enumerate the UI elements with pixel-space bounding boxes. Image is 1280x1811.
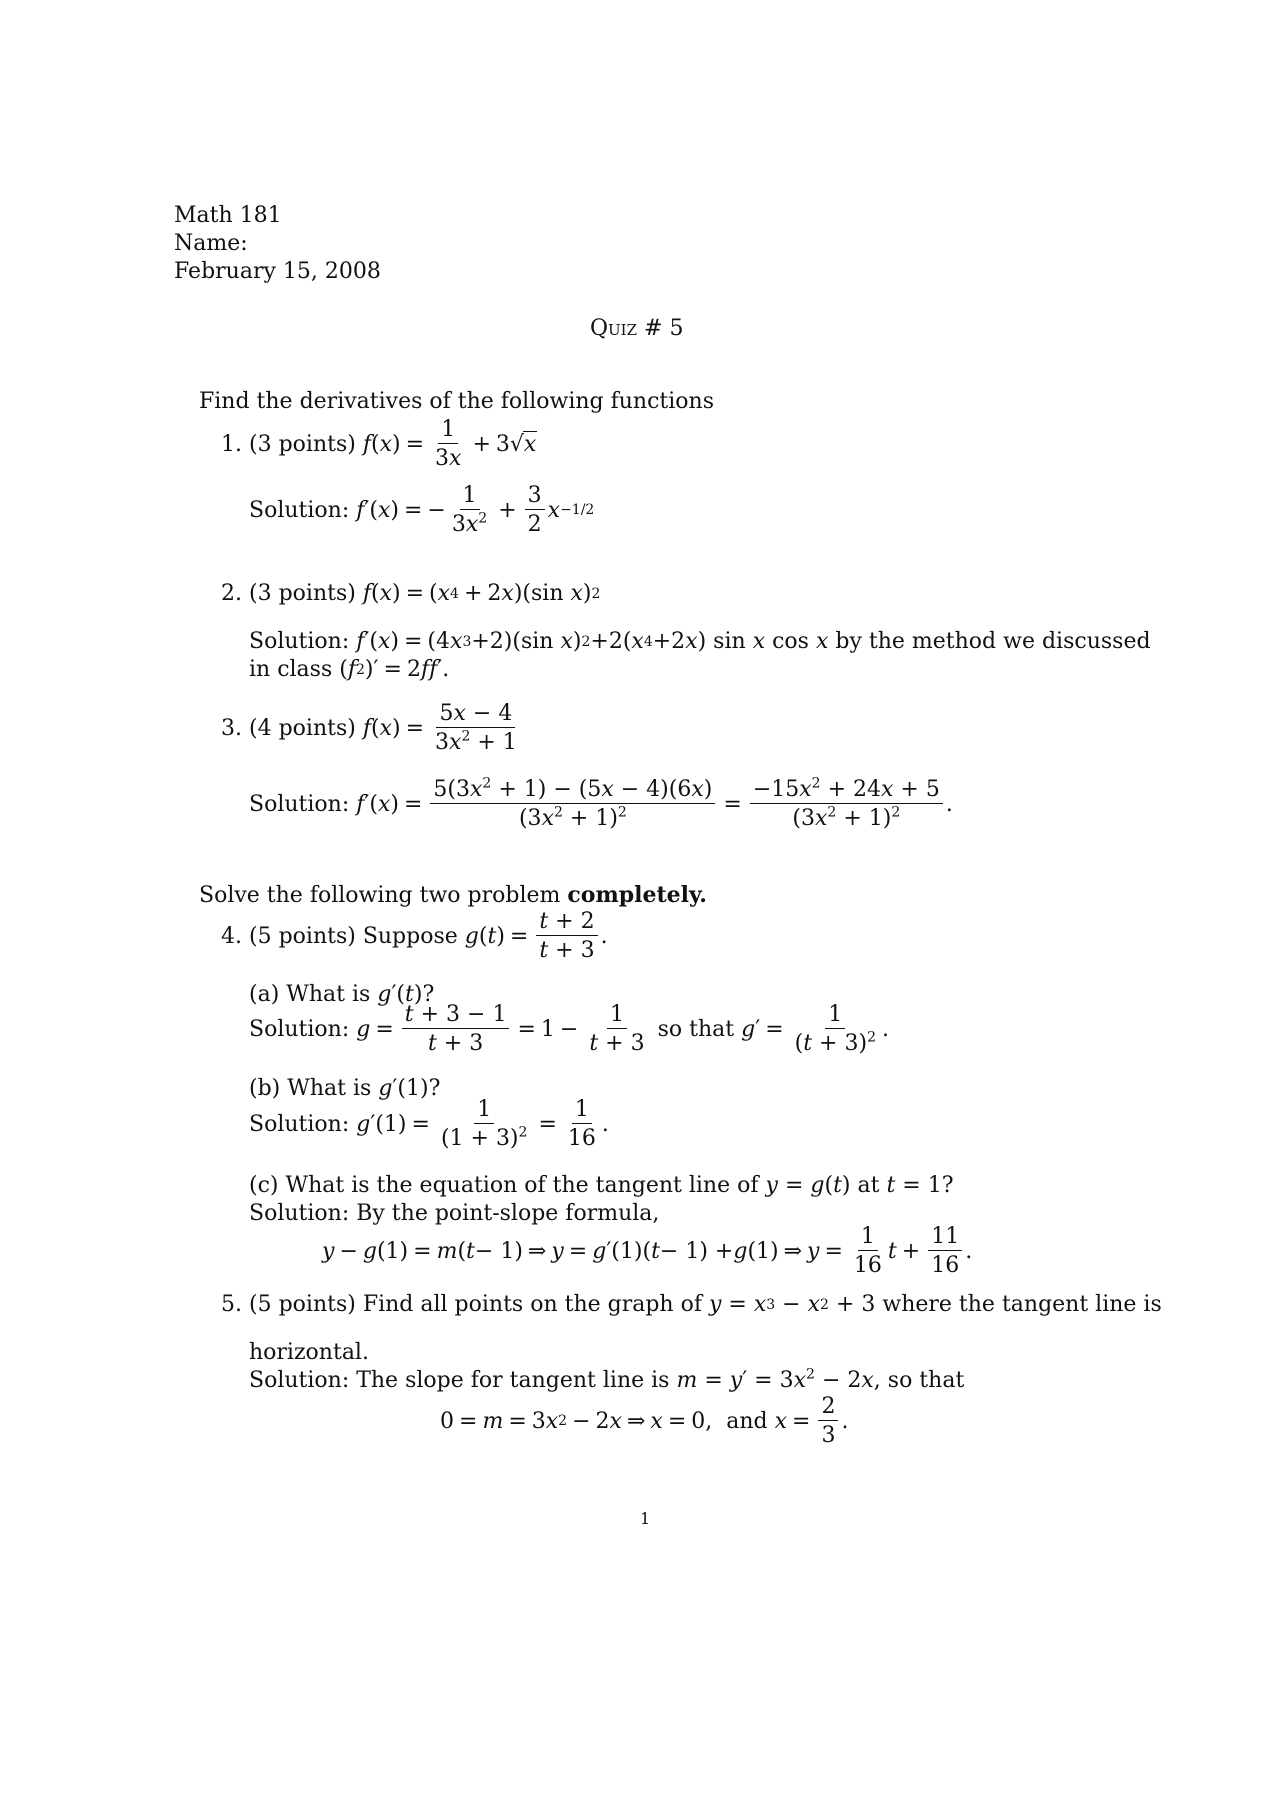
problem-number: 5. <box>221 1292 242 1317</box>
problem-points: (4 points) <box>249 715 356 741</box>
solution-text: in class <box>249 657 333 682</box>
problem-4c-question: (c) What is the equation of the tangent line of y = g(t) at t = 1? <box>249 1173 954 1198</box>
problem-points: (3 points) <box>249 431 356 457</box>
solution-label: Solution: <box>249 791 350 817</box>
solution-label: Solution: <box>249 1111 350 1137</box>
problem-4c-equation: y − g (1) = m ( t − 1) ⇒ y = g ′(1)( t − 1) + g (1) ⇒ y = $\frac{1}{16}$ t + $\frac{11}{16}$ . <box>322 1224 973 1279</box>
problem-points: (3 points) <box>249 581 356 606</box>
problem-number: 3. <box>221 715 242 741</box>
problem-number: 2. <box>221 581 242 606</box>
problem-4: 4. (5 points) Suppose g ( t ) = $\frac{t + 2}{t + 3}$ . <box>221 909 608 964</box>
solution-tail: by the method we discussed <box>835 629 1151 654</box>
fraction: $\frac{1}{t + 3}$ <box>589 1002 645 1057</box>
problem-points: (5 points) Suppose <box>249 923 458 949</box>
fraction: $\frac{t + 3 - 1}{t + 3}$ <box>402 1003 510 1055</box>
solution-label: Solution: <box>249 629 350 654</box>
section-intro-derivatives: Find the derivatives of the following functions <box>199 389 714 414</box>
problem-number: 1. <box>221 431 242 457</box>
question-text: (b) What is <box>249 1076 372 1101</box>
problem-2-solution-line-2: in class ( f 2 )′ = 2 f f ′. <box>249 657 450 682</box>
fraction: $\frac{1}{16}$ <box>853 1224 882 1279</box>
problem-1-solution: Solution: f ′( x ) = − $\frac{1}{3x^2}$ + $\frac{3}{2}$ x −1/2 <box>249 483 595 538</box>
problem-number: 4. <box>221 923 242 949</box>
fraction: $\frac{1}{(1 + 3)^2}$ <box>440 1097 528 1152</box>
fraction: $\frac{-15x^2 + 24x + 5}{(3x^2 + 1)^2}$ <box>750 778 943 830</box>
question-text: (c) What is the equation of the tangent line of <box>249 1173 759 1198</box>
problem-2: 2. (3 points) f ( x ) = ( x 4 + 2 x )(sin x ) 2 <box>221 581 601 606</box>
fraction: $\frac{5x - 4}{3x^2 + 1}$ <box>435 701 517 756</box>
problem-4a-question: (a) What is g′(t)? <box>249 982 435 1007</box>
solution-label: Solution: <box>249 1016 350 1042</box>
fraction: $\frac{1}{3x^2}$ <box>451 483 488 538</box>
connector-text: and <box>726 1408 768 1434</box>
quiz-title: Quiz # 5 <box>590 316 684 341</box>
problem-1: 1. (3 points) f ( x ) = $\frac{1}{3x}$ + 3√ x <box>221 417 537 472</box>
problem-3: 3. (4 points) f ( x ) = $\frac{5x - 4}{3x^2 + 1}$ <box>221 702 523 754</box>
problem-4c-solution: Solution: By the point-slope formula, <box>249 1201 660 1226</box>
intro-text: Solve the following two problem <box>199 883 561 908</box>
problem-4b-question: (b) What is g′(1)? <box>249 1076 441 1101</box>
problem-5-solution: Solution: The slope for tangent line is $m = y' = 3x^2 - 2x$, so that <box>249 1366 965 1393</box>
question-text: (a) What is <box>249 982 371 1007</box>
connector-text: , so that <box>873 1368 965 1393</box>
fraction: $\frac{1}{3x}$ <box>435 417 462 472</box>
fraction: $\frac{t + 2}{t + 3}$ <box>536 910 597 962</box>
fraction: $\frac{1}{(t + 3)^2}$ <box>794 1002 876 1057</box>
connector-text: at <box>857 1173 880 1198</box>
connector-text: so that <box>657 1016 735 1042</box>
fraction: $\frac{3}{2}$ <box>525 484 545 536</box>
course-label: Math 181 <box>174 203 282 228</box>
section-intro-complete <box>199 882 707 909</box>
page-number: 1 <box>640 1509 651 1528</box>
intro-bold: completely. <box>567 882 707 908</box>
problem-4b-solution: Solution: g ′(1) = $\frac{1}{(1 + 3)^2}$ = $\frac{1}{16}$ . <box>249 1097 609 1152</box>
fraction: $\frac{11}{16}$ <box>928 1225 962 1277</box>
problem-4a-solution: Solution: g = $\frac{t + 3 - 1}{t + 3}$ = 1 − $\frac{1}{t + 3}$ so that g ′ = $\frac{1}{(t + 3)^2}$ . <box>249 1002 889 1057</box>
problem-5-equation: 0 = m = 3 x 2 − 2 x ⇒ x = 0, and x = $\frac{2}{3}$ . <box>440 1394 849 1449</box>
problem-5-continuation: horizontal. <box>249 1340 369 1365</box>
problem-2-solution: Solution: f ′( x ) = (4 x 3 +2)(sin x ) 2 +2( x 4 +2 x ) sin x cos x by the method we discussed <box>249 629 1151 654</box>
name-label: Name: <box>174 231 248 256</box>
problem-5: 5. (5 points) Find all points on the graph of y = x 3 − x 2 + 3 where the tangent line is <box>221 1292 1162 1317</box>
date-label: February 15, 2008 <box>174 259 381 284</box>
solution-label: Solution: <box>249 497 350 523</box>
fraction: $\frac{5(3x^2 + 1) - (5x - 4)(6x)}{(3x^2 + 1)^2}$ <box>430 778 715 830</box>
solution-text: Solution: The slope for tangent line is <box>249 1368 670 1393</box>
problem-3-solution: Solution: f ′( x ) = $\frac{5(3x^2 + 1) - (5x - 4)(6x)}{(3x^2 + 1)^2}$ = $\frac{-15x^2 + 24x + 5}{(3x^2 + 1)^2}$ . <box>249 775 953 832</box>
fraction: $\frac{2}{3}$ <box>818 1395 838 1447</box>
fraction: $\frac{1}{16}$ <box>567 1097 596 1152</box>
problem-text: where the tangent line is <box>882 1292 1162 1317</box>
problem-points: (5 points) Find all points on the graph of <box>249 1292 702 1317</box>
